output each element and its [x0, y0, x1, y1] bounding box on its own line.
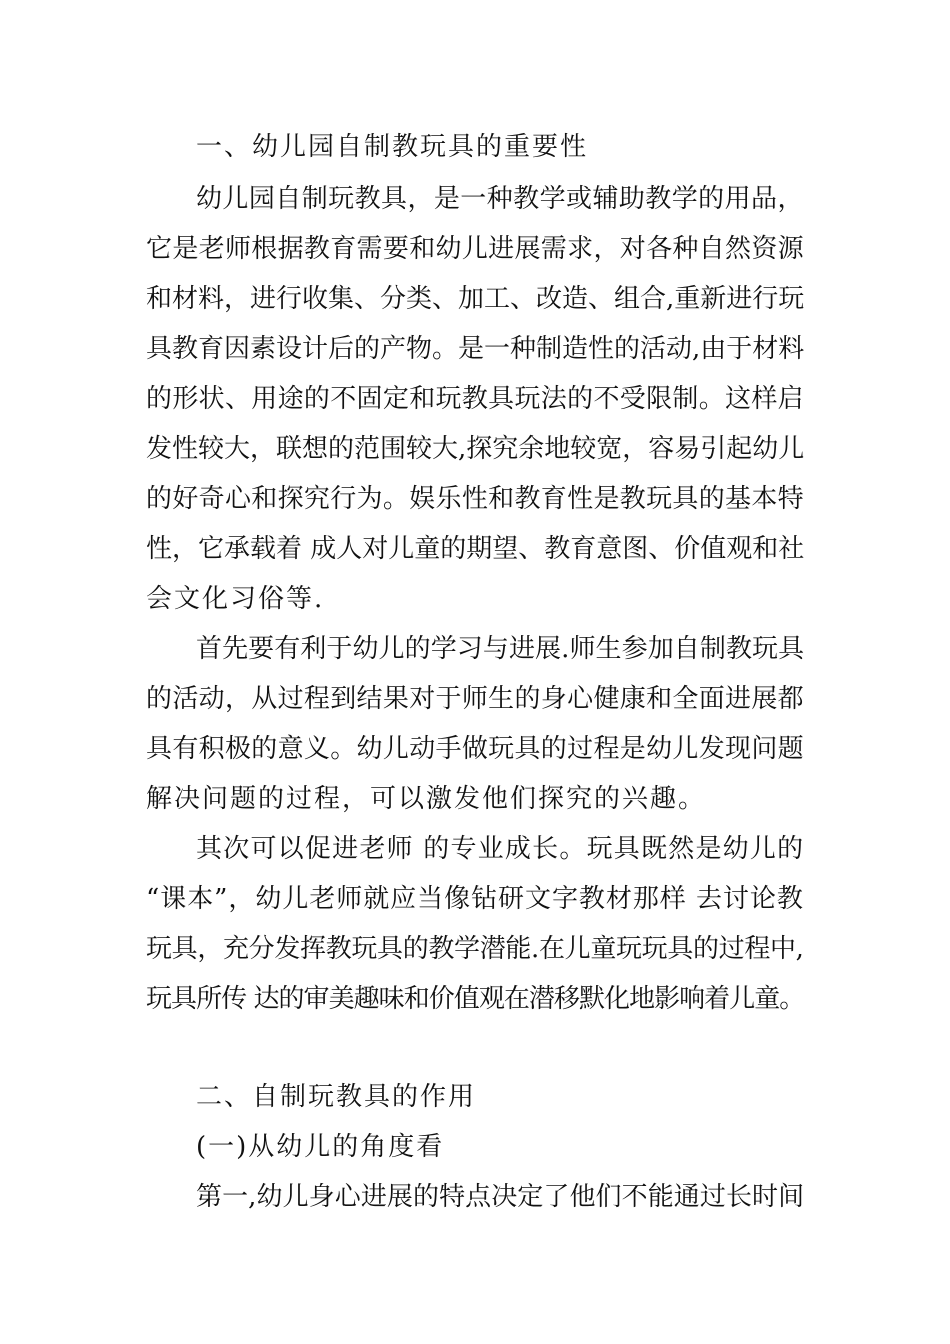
- paragraph-1-line: 会文化习俗等.: [146, 584, 325, 614]
- paragraph-1-line: 具教育因素设计后的产物。是一种制造性的活动,由于材料: [146, 334, 805, 364]
- paragraph-1-line: 性，它承载着 成人对儿童的期望、教育意图、价值观和社: [146, 534, 805, 564]
- paragraph-2-line: 具有积极的意义。幼儿动手做玩具的过程是幼儿发现问题: [146, 734, 805, 764]
- paragraph-1-line: 和材料，进行收集、分类、加工、改造、组合,重新进行玩: [146, 284, 805, 314]
- paragraph-4-line: 第一,幼儿身心进展的特点决定了他们不能通过长时间: [196, 1182, 805, 1212]
- paragraph-3-line: 其次可以促进老师 的专业成长。玩具既然是幼儿的: [196, 834, 805, 864]
- section-heading-2: 二、自制玩教具的作用: [196, 1082, 477, 1112]
- paragraph-2-line: 的活动，从过程到结果对于师生的身心健康和全面进展都: [146, 684, 805, 714]
- document-body: [146, 0, 826, 1212]
- paragraph-2-line: 解决问题的过程，可以激发他们探究的兴趣。: [146, 784, 707, 814]
- paragraph-1-line: 的好奇心和探究行为。娱乐性和教育性是教玩具的基本特: [146, 484, 805, 514]
- paragraph-1-line: 它是老师根据教育需要和幼儿进展需求，对各种自然资源: [146, 234, 805, 264]
- paragraph-1-line: 幼儿园自制玩教具，是一种教学或辅助教学的用品，: [196, 184, 804, 214]
- paragraph-3-line: “课本”，幼儿老师就应当像钻研文字教材那样 去讨论教: [146, 884, 804, 914]
- subheading-1: (一)从幼儿的角度看: [196, 1132, 445, 1162]
- paragraph-3-line: 玩具所传 达的审美趣味和价值观在潜移默化地影响着儿童。: [146, 984, 805, 1014]
- paragraph-1-line: 发性较大，联想的范围较大,探究余地较宽，容易引起幼儿: [146, 434, 805, 464]
- paragraph-2-line: 首先要有利于幼儿的学习与进展.师生参加自制教玩具: [196, 634, 805, 664]
- section-heading-1: 一、幼儿园自制教玩具的重要性: [196, 132, 589, 162]
- paragraph-3-line: 玩具，充分发挥教玩具的教学潜能.在儿童玩玩具的过程中,: [146, 934, 804, 964]
- paragraph-1-line: 的形状、用途的不固定和玩教具玩法的不受限制。这样启: [146, 384, 805, 414]
